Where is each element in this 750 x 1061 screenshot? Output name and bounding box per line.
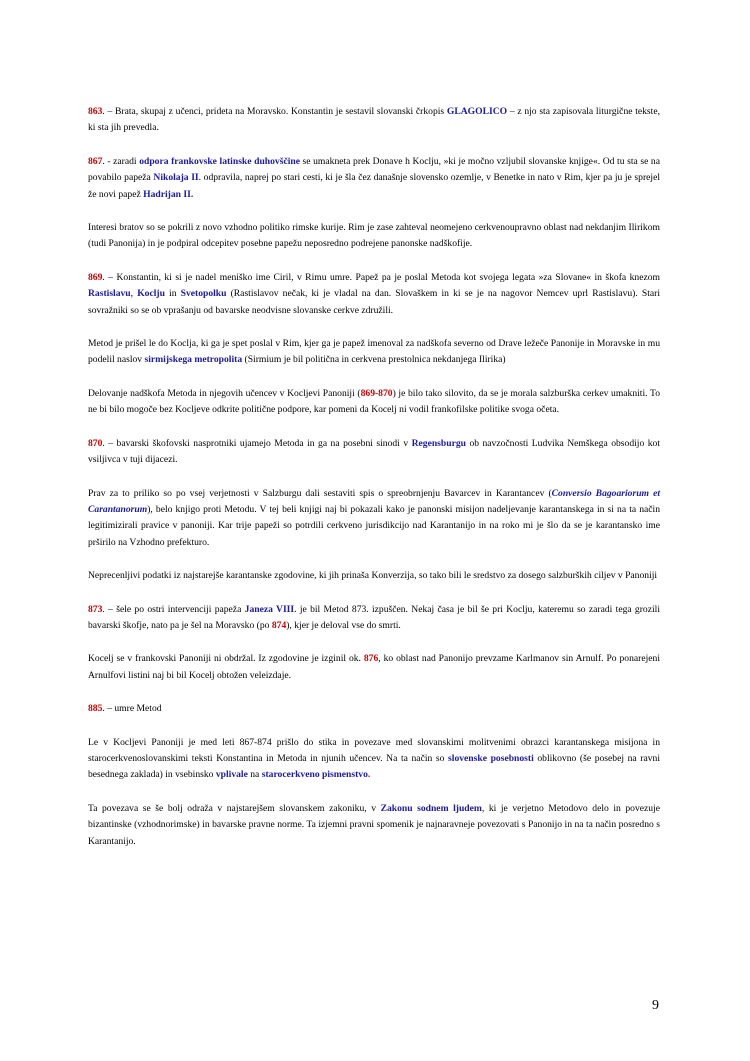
text-run: . – Konstantin, ki si je nadel meniško ime Ciril, v Rimu umre. Papež pa je poslal Metoda kot svojega legata »za Slovane« in škofa knezom xyxy=(102,271,660,283)
year-highlight: 863 xyxy=(88,106,103,117)
text-run: se umakneta prek Donave h Koclju, »ki je močno vzljubil slovanske knjige«. Od tu sta se na povabilo papeža xyxy=(88,155,660,184)
paragraph xyxy=(88,701,660,717)
text-run: . - zaradi xyxy=(102,155,140,167)
paragraph xyxy=(88,735,660,784)
term-highlight: odpora frankovske latinske duhovščine xyxy=(139,155,300,167)
term-highlight: Svetopolku xyxy=(180,288,227,300)
year-highlight: 876 xyxy=(363,653,379,665)
paragraph xyxy=(88,270,660,319)
year-highlight: 870 xyxy=(88,437,103,449)
text-run: . odpravila, naprej po stari cesti, ki je šla čez današnje slovensko ozemlje, v Benetke in nato v Rim, kjer pa ju je sprejel že novi papež xyxy=(88,172,660,200)
text-run: . je bil Metod 873. izpuščen. Nekaj časa je bil še pri Koclju, kateremu so zaradi tega grozili bavarski škofje, nato pa je šel na Moravsko (po xyxy=(88,603,660,631)
term-highlight: sirmijskega metropolita xyxy=(144,354,243,366)
text-run: . – umre Metod xyxy=(102,703,162,715)
text-run: ), kjer je deloval vse do smrti. xyxy=(286,619,401,631)
term-highlight: Nikolaja II xyxy=(153,172,199,184)
title-highlight: Conversio Bagoariorum et Carantanorum xyxy=(88,487,660,515)
text-run: Neprecenljivi podatki iz najstarejše karantanske zgodovine, ki jih prinaša Konverzija, so tako bili le sredstvo za dosego salzburških ciljev v Panoniji xyxy=(88,570,658,582)
paragraph xyxy=(88,386,660,419)
text-run: . – bavarski škofovski nasprotniki ujamejo Metoda in ga na posebni sinodi v xyxy=(102,437,412,449)
year-highlight: 885 xyxy=(88,703,103,715)
term-highlight: vplivale xyxy=(215,769,248,781)
paragraph xyxy=(88,220,660,253)
term-highlight: Janeza VIII xyxy=(244,603,295,615)
year-highlight: 869-870 xyxy=(360,387,393,399)
text-run: Delovanje nadškofa Metoda in njegovih učencev v Kocljevi Panoniji ( xyxy=(88,387,361,399)
term-highlight: GLAGOLICO xyxy=(446,106,508,117)
text-run: (Rastislavov nečak, ki je vladal na dan. Slovaškem in ki se je na nagovor Nemcev uprl Rastislavu). Stari sovražniki so se ob vprašanju od bavarske neodvisne slovanske cerkve združili. xyxy=(88,288,661,316)
paragraph xyxy=(88,801,660,850)
page-number: 9 xyxy=(652,998,659,1013)
text-run: ), belo knjigo proti Metodu. V tej beli knjigi naj bi pokazali kako je panonski misijon nadeljevanje karantanskega in si na ta način legitimizirali pravice v panoniji. Kar trije papeži so potrdili cerkveno jurisdikcijo nad Karantanijo in na roko mi je šlo da se je karantansko ime prširilo na Vzhodno prefekturo. xyxy=(88,503,660,548)
text-run: , ko oblast nad Panonijo prevzame Karlmanov sin Arnulf. Po ponarejeni Arnulfovi listini naj bi bil Kocelj obtožen veleizdaje. xyxy=(88,653,660,681)
term-highlight: starocerkveno pismenstvo xyxy=(261,769,368,781)
text-run: Ta povezava se še bolj odraža v najstarejšem slovanskem zakoniku, v xyxy=(88,802,381,814)
paragraph xyxy=(88,651,660,684)
text-run: (Sirmium je bil politična in cerkvena prestolnica nekdanjega Ilirika) xyxy=(242,354,506,366)
text-run: na xyxy=(247,769,262,781)
term-highlight: slovenske posebnosti xyxy=(448,752,534,764)
text-run: . – šele po ostri intervenciji papeža xyxy=(102,603,245,615)
text-run: – z njo sta zapisovala liturgične tekste, ki sta jih prevedla. xyxy=(88,106,660,134)
year-highlight: . xyxy=(367,769,371,781)
text-run: Interesi bratov so se pokrili z novo vzhodno politiko rimske kurije. Rim je zase zahteval neomejeno cerkvenoupravno oblast nad nekdanjim Ilirikom (tudi Panonija) in je podpiral odcepitev posebne papežu neposredno podrejene panonske nadškofije. xyxy=(88,222,660,250)
paragraph xyxy=(88,154,660,203)
year-highlight: 874 xyxy=(271,619,287,631)
text-run: , xyxy=(130,288,138,300)
paragraph xyxy=(88,336,660,369)
text-run: ) je bilo tako silovito, da se je morala salzburška cerkev umakniti. To ne bi bilo mogoče bez Kocljeve odkrite politične podpore, kar pomeni da Kocelj ni vodil frankofilske politike svoga očeta. xyxy=(88,387,660,416)
term-highlight: Regensburgu xyxy=(411,437,466,449)
term-highlight: Hadrijan II. xyxy=(143,188,194,200)
text-run: Metod je prišel le do Koclja, ki ga je spet poslal v Rim, kjer ga je papež imenoval za nadškofa severno od Drave ležeče Panonije in Moravske in mu podelil naslov xyxy=(88,338,660,366)
paragraph xyxy=(88,436,660,469)
paragraph xyxy=(88,568,660,584)
term-highlight: Koclju xyxy=(137,288,165,300)
text-run: , ki je verjetno Metodovo delo in povezuje bizantinske (vzhodnorimske) in bavarske pravne norme. Ta izjemni pravni spomenik je najnaravneje povezovati s Panonijo in na ta način posredno s Karantanijo. xyxy=(88,802,660,847)
text-run: Le v Kocljevi Panoniji je med leti 867-874 prišlo do stika in povezave med slovanskimi molitvenimi obrazci karantanskega misijona in starocerkvenoslovanskimi teksti Konstantina in Metoda in njunih učencev. Na ta način so xyxy=(88,736,660,764)
year-highlight: 867 xyxy=(88,155,103,167)
paragraph xyxy=(88,486,660,552)
text-run: in xyxy=(164,288,181,300)
year-highlight: 873 xyxy=(88,603,103,615)
paragraph xyxy=(88,104,660,137)
text-run: Prav za to priliko so po vsej verjetnosti v Salzburgu dali sestaviti spis o spreobrnjenju Bavarcev in Karantancev ( xyxy=(88,487,552,499)
text-run: oblikovno (še posebej na ravni besednega zaklada) in vsebinsko xyxy=(88,752,660,781)
term-highlight: Rastislavu xyxy=(88,288,131,300)
term-highlight: Zakonu sodnem ljudem xyxy=(380,802,482,814)
document-body xyxy=(88,104,660,867)
text-run: . – Brata, skupaj z učenci, prideta na Moravsko. Konstantin je sestavil slovanski črkopis xyxy=(102,106,447,117)
text-run: Kocelj se v frankovski Panoniji ni obdržal. Iz zgodovine je izginil ok. xyxy=(88,653,364,665)
year-highlight: 869 xyxy=(88,271,103,283)
text-run: ob navzočnosti Ludvika Nemškega obsodijo kot vsiljivca v tuji dijacezi. xyxy=(88,437,660,466)
paragraph xyxy=(88,602,660,635)
